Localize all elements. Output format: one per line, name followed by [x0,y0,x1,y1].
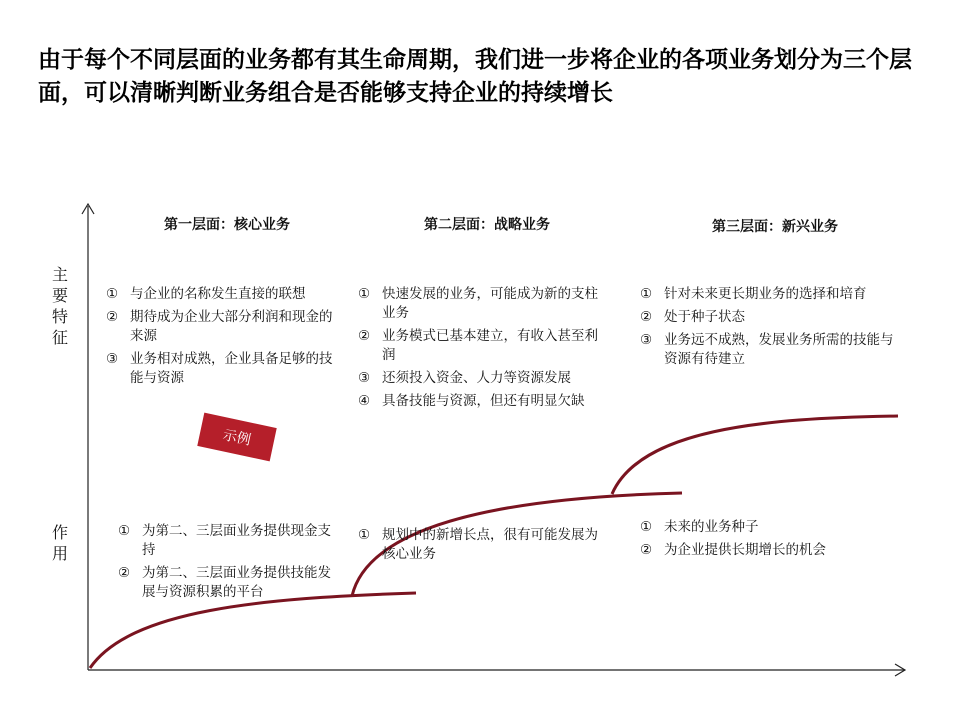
list-item [358,369,608,388]
example-badge: 示例 [197,413,276,462]
item-text: 与企业的名称发生直接的联想 [130,286,306,302]
features-list-emerging [640,285,906,373]
list-item [106,350,342,388]
item-number: ② [358,328,371,344]
item-number: ③ [106,351,119,367]
list-item [640,285,906,304]
item-text: 处于种子状态 [664,309,745,325]
item-text: 规划中的新增长点，很有可能发展为核心业务 [382,527,598,562]
item-number: ② [118,565,131,581]
item-text: 期待成为企业大部分利润和现金的来源 [130,309,333,344]
item-number: ① [358,286,371,302]
features-list-core [106,285,342,392]
item-number: ① [358,527,371,543]
list-item [640,308,906,327]
item-text: 为企业提供长期增长的机会 [664,542,826,558]
list-item [358,285,608,323]
roles-list-core [118,522,344,606]
list-item [640,331,906,369]
item-number: ④ [358,393,371,409]
y-axis-label-role: 作用 [51,523,68,563]
item-text: 为第二、三层面业务提供技能发展与资源积累的平台 [142,565,331,600]
item-number: ① [118,523,131,539]
curve-horizon-3 [612,416,898,494]
list-item [358,526,608,564]
list-item [358,327,608,365]
features-list-strategic [358,285,608,415]
item-text: 还须投入资金、人力等资源发展 [382,370,571,386]
item-number: ① [640,519,653,535]
item-text: 业务模式已基本建立，有收入甚至利润 [382,328,598,363]
list-item [640,518,906,537]
list-item [118,564,344,602]
item-text: 业务远不成熟，发展业务所需的技能与资源有待建立 [664,332,894,367]
item-number: ② [640,542,653,558]
item-text: 业务相对成熟，企业具备足够的技能与资源 [130,351,333,386]
item-text: 具备技能与资源，但还有明显欠缺 [382,393,585,409]
column-heading-emerging: 第三层面：新兴业务 [712,219,838,235]
item-text: 为第二、三层面业务提供现金支持 [142,523,331,558]
item-text: 快速发展的业务，可能成为新的支柱业务 [382,286,598,321]
column-heading-core: 第一层面：核心业务 [164,217,290,233]
list-item [640,541,906,560]
item-text: 未来的业务种子 [664,519,759,535]
list-item [106,285,342,304]
list-item [118,522,344,560]
list-item [358,392,608,411]
page-title: 由于每个不同层面的业务都有其生命周期，我们进一步将企业的各项业务划分为三个层面，可以清晰判断业务组合是否能够支持企业的持续增长 [38,47,912,106]
item-number: ① [640,286,653,302]
column-heading-strategic: 第二层面：战略业务 [424,217,550,233]
item-number: ③ [358,370,371,386]
list-item [106,308,342,346]
roles-list-strategic [358,526,608,568]
item-number: ② [106,309,119,325]
roles-list-emerging [640,518,906,564]
item-number: ① [106,286,119,302]
y-axis-label-features: 主要特征 [51,265,68,347]
item-number: ② [640,309,653,325]
item-number: ③ [640,332,653,348]
item-text: 针对未来更长期业务的选择和培育 [664,286,867,302]
